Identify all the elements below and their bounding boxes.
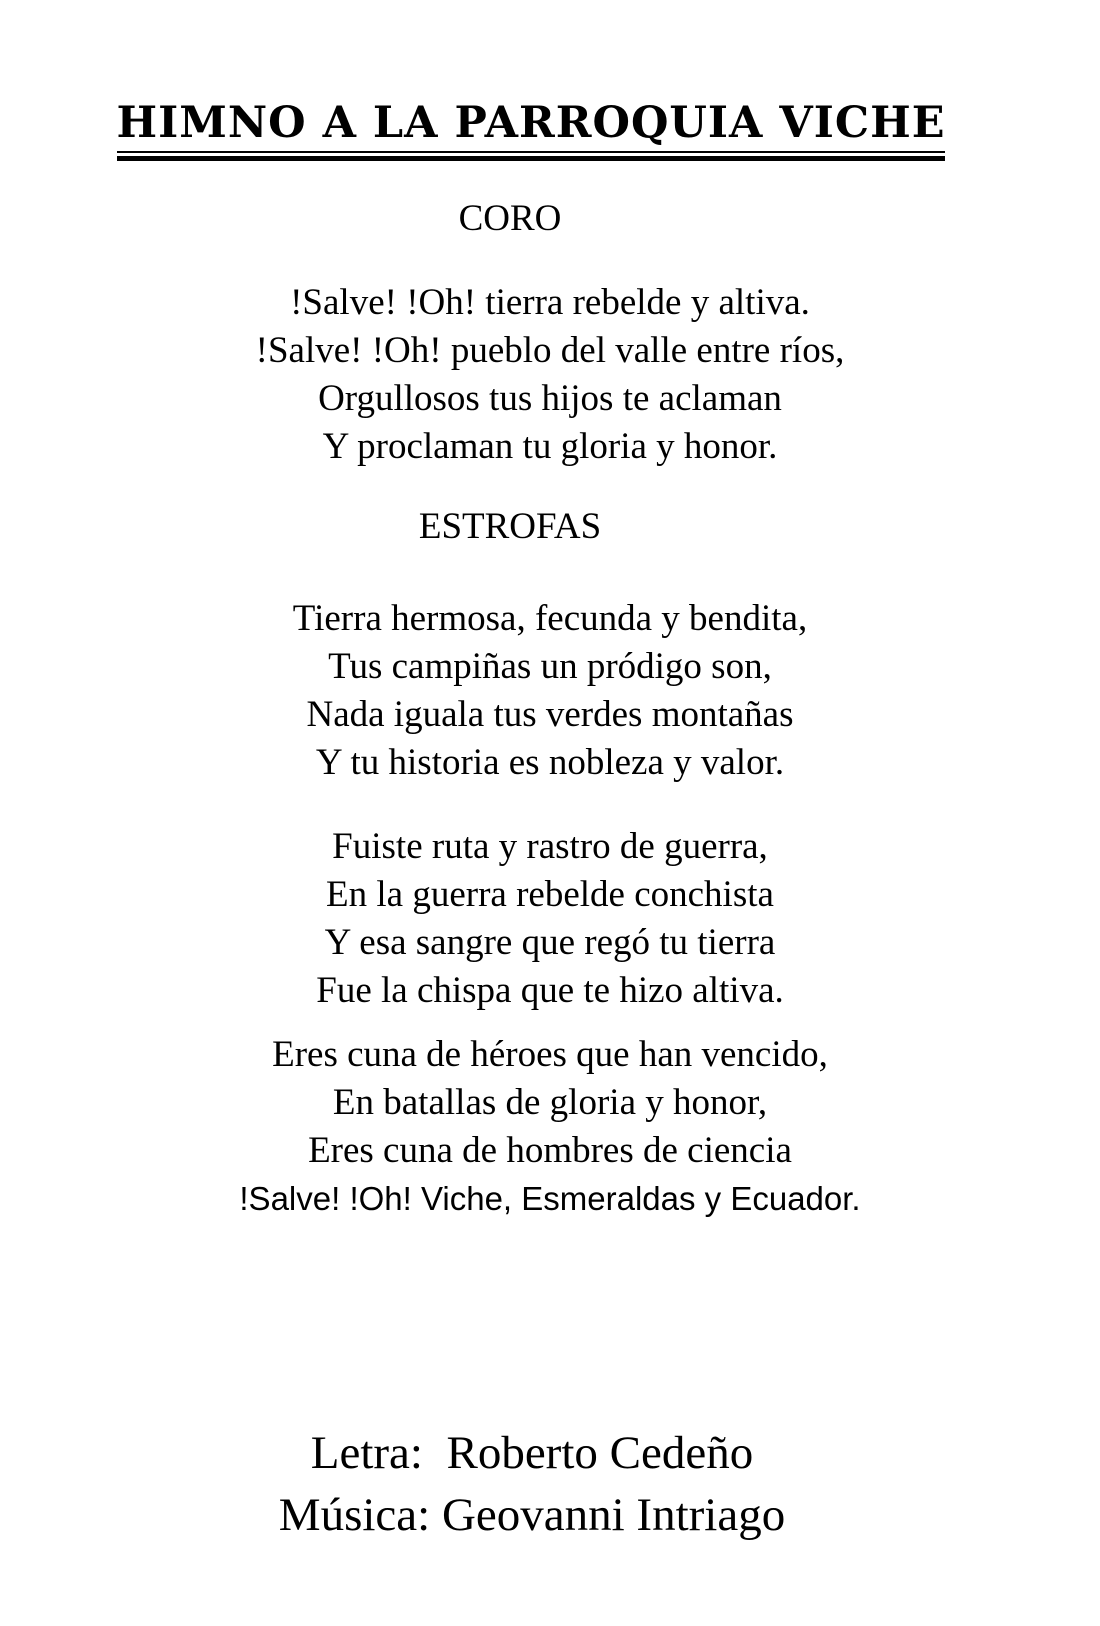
section-heading-estrofas: ESTROFAS	[418, 506, 602, 547]
stanza-coro	[0, 279, 1100, 471]
lyric-line-sans: !Salve! !Oh! Viche, Esmeraldas y Ecuador.	[239, 1180, 861, 1217]
lyric-line: Y esa sangre que regó tu tierra	[324, 922, 776, 963]
lyric-line: Eres cuna de héroes que han vencido,	[272, 1034, 828, 1075]
credits-block	[0, 1422, 1082, 1546]
lyric-line: Y proclaman tu gloria y honor.	[322, 426, 778, 467]
credit-musica: Música: Geovanni Intriago	[278, 1489, 786, 1541]
stanza-1	[0, 595, 1100, 787]
lyric-line: !Salve! !Oh! pueblo del valle entre ríos,	[255, 330, 845, 371]
lyric-line: Tus campiñas un pródigo son,	[328, 646, 772, 687]
lyric-line: En batallas de gloria y honor,	[332, 1082, 768, 1123]
lyric-line: Tierra hermosa, fecunda y bendita,	[292, 598, 808, 639]
page-title: HIMNO A LA PARROQUIA VICHE	[117, 100, 946, 153]
lyric-line: Eres cuna de hombres de ciencia	[308, 1130, 792, 1171]
lyric-line: En la guerra rebelde conchista	[326, 874, 774, 915]
lyric-line: Fue la chispa que te hizo altiva.	[316, 970, 784, 1011]
credit-letra: Letra: Roberto Cedeño	[310, 1427, 754, 1479]
title-block	[0, 100, 1081, 161]
stanza-2	[0, 823, 1100, 1015]
lyric-line: !Salve! !Oh! tierra rebelde y altiva.	[290, 282, 810, 323]
lyric-line: Orgullosos tus hijos te aclaman	[318, 378, 782, 419]
lyric-line: Fuiste ruta y rastro de guerra,	[332, 826, 768, 867]
section-heading-coro: CORO	[458, 198, 562, 239]
stanza-3	[0, 1031, 1100, 1223]
lyric-line: Y tu historia es nobleza y valor.	[315, 742, 785, 783]
lyric-line: Nada iguala tus verdes montañas	[306, 694, 794, 735]
title-thick-underline	[117, 100, 946, 161]
